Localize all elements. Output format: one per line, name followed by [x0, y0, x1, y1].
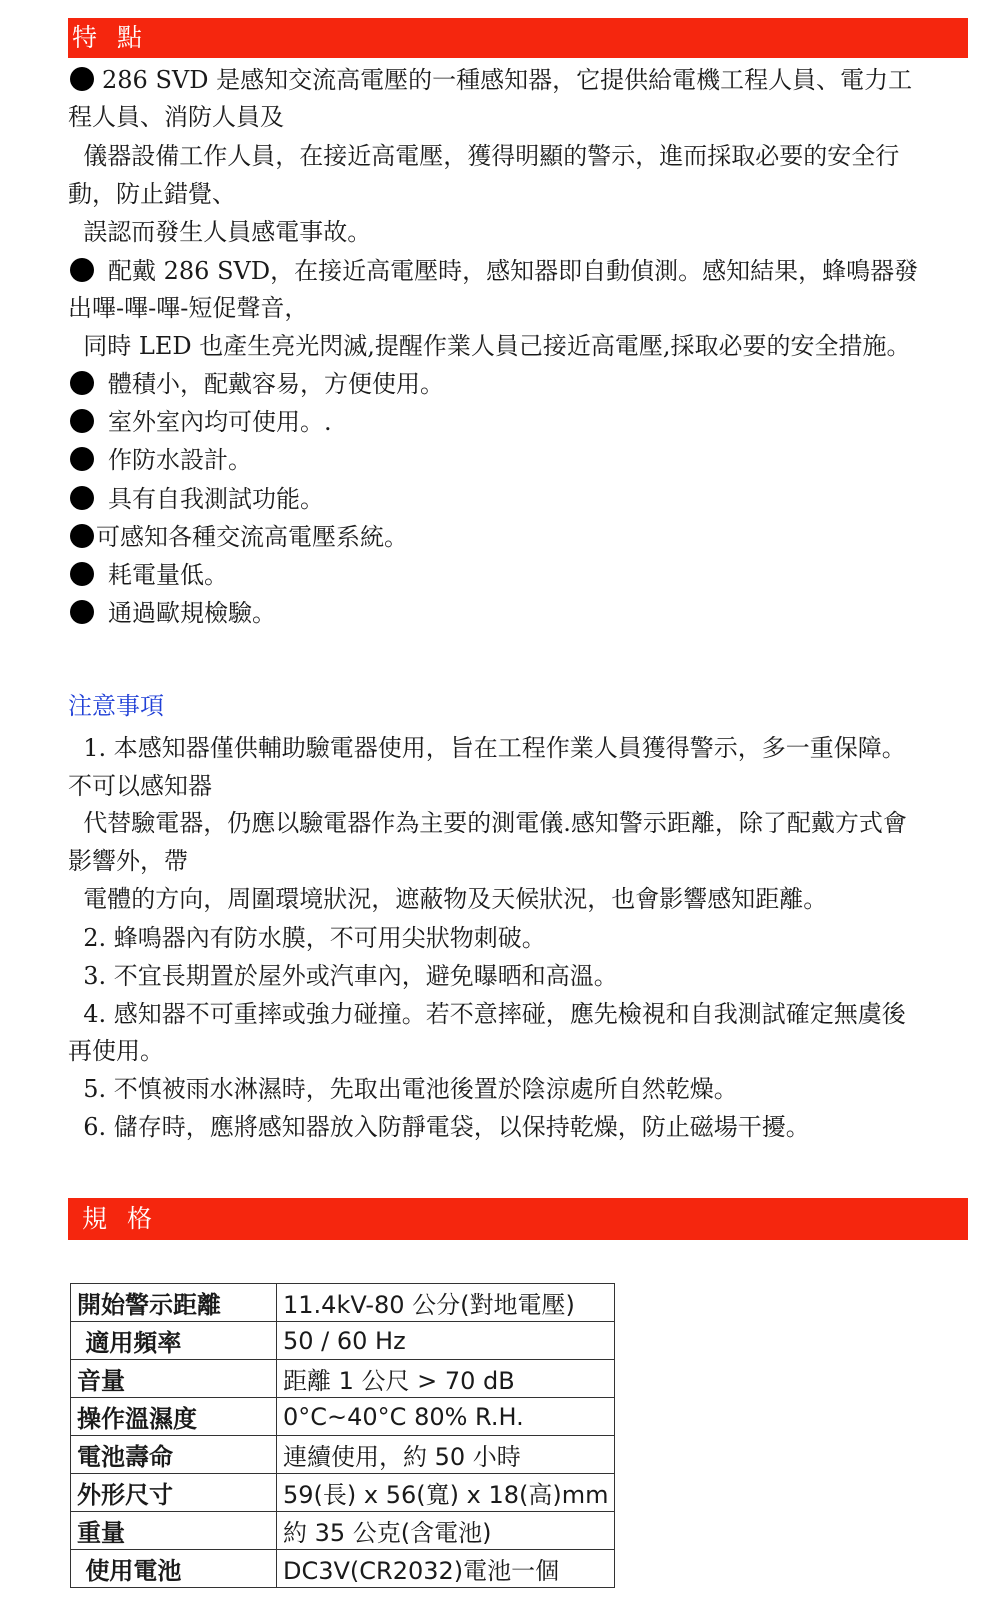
bullet-icon [70, 486, 94, 510]
feature-text: 配戴 286 SVD，在接近高電壓時，感知器即自動偵測。感知結果，蜂鳴器發 [108, 257, 919, 285]
feature-line [68, 444, 252, 476]
note-line: 2. 蜂鳴器內有防水膜，不可用尖狀物刺破。 [68, 924, 546, 952]
spec-value: 50 / 60 Hz [277, 1322, 615, 1360]
spec-label: 外形尺寸 [71, 1474, 277, 1512]
feature-text: 耗電量低。 [108, 561, 228, 589]
feature-text: 作防水設計。 [108, 446, 252, 474]
feature-line [68, 521, 408, 553]
spec-label: 開始警示距離 [71, 1284, 277, 1322]
feature-line [68, 559, 228, 591]
feature-text: 同時 LED 也產生亮光閃滅,提醒作業人員己接近高電壓,採取必要的安全措施。 [68, 332, 911, 360]
note-line: 1. 本感知器僅供輔助驗電器使用，旨在工程作業人員獲得警示，多一重保障。 [68, 734, 906, 762]
feature-line [68, 64, 912, 96]
spec-row [71, 1360, 615, 1398]
bullet-icon [70, 600, 94, 624]
note-line: 電體的方向，周圍環境狀況，遮蔽物及天候狀況，也會影響感知距離。 [68, 885, 828, 913]
note-line: 4. 感知器不可重摔或強力碰撞。若不意摔碰，應先檢視和自我測試確定無虞後 [68, 1000, 906, 1028]
feature-text: 通過歐規檢驗。 [108, 599, 276, 627]
feature-text: 286 SVD 是感知交流高電壓的一種感知器，它提供給電機工程人員、電力工 [102, 66, 913, 94]
bullet-icon [70, 562, 94, 586]
feature-line [68, 330, 910, 362]
features-list [68, 60, 968, 640]
spec-value: 11.4kV-80 公分(對地電壓) [277, 1284, 615, 1322]
spec-row [71, 1550, 615, 1588]
feature-line [68, 368, 444, 400]
spec-row [71, 1512, 615, 1550]
spec-row [71, 1398, 615, 1436]
spec-value: DC3V(CR2032)電池一個 [277, 1550, 615, 1588]
note-line: 影響外，帶 [68, 847, 188, 875]
feature-line [68, 483, 324, 515]
spec-value: 距離 1 公尺 > 70 dB [277, 1360, 615, 1398]
feature-line [68, 292, 308, 324]
features-header: 特 點 [68, 18, 968, 58]
feature-text: 程人員、消防人員及 [68, 103, 284, 131]
spec-row [71, 1284, 615, 1322]
specs-header: 規 格 [68, 1198, 968, 1240]
spec-row [71, 1474, 615, 1512]
feature-text: 誤認而發生人員感電事故。 [68, 218, 372, 246]
spec-row [71, 1322, 615, 1360]
note-line: 代替驗電器，仍應以驗電器作為主要的測電儀.感知警示距離，除了配戴方式會 [68, 809, 907, 837]
note-line: 3. 不宜長期置於屋外或汽車內，避免曝晒和高溫。 [68, 962, 618, 990]
note-line: 5. 不慎被雨水淋濕時，先取出電池後置於陰涼處所自然乾燥。 [68, 1075, 738, 1103]
feature-line [68, 406, 332, 438]
spec-label: 使用電池 [71, 1550, 277, 1588]
note-line: 再使用。 [68, 1037, 164, 1065]
feature-text: 儀器設備工作人員，在接近高電壓，獲得明顯的警示，進而採取必要的安全行 [68, 142, 900, 170]
bullet-icon [70, 67, 94, 91]
feature-text: 可感知各種交流高電壓系統。 [96, 523, 408, 551]
spec-label: 重量 [71, 1512, 277, 1550]
feature-text: 動，防止錯覺、 [68, 180, 236, 208]
spec-row [71, 1436, 615, 1474]
bullet-icon [70, 371, 94, 395]
spec-label: 適用頻率 [71, 1322, 277, 1360]
spec-label: 音量 [71, 1360, 277, 1398]
feature-line [68, 255, 918, 287]
feature-line [68, 597, 276, 629]
bullet-icon [70, 524, 94, 548]
note-line: 6. 儲存時，應將感知器放入防靜電袋，以保持乾燥，防止磁場干擾。 [68, 1113, 810, 1141]
bullet-icon [70, 447, 94, 471]
note-line: 不可以感知器 [68, 772, 212, 800]
notes-title: 注意事項 [68, 692, 164, 720]
feature-line [68, 140, 899, 172]
bullet-icon [70, 258, 94, 282]
feature-text: 體積小，配戴容易，方便使用。 [108, 370, 444, 398]
feature-text: 室外室內均可使用。. [108, 408, 332, 436]
spec-label: 操作溫濕度 [71, 1398, 277, 1436]
feature-line [68, 178, 236, 210]
feature-line [68, 216, 371, 248]
feature-text: 出嗶-嗶-嗶-短促聲音， [68, 294, 309, 322]
feature-line [68, 101, 284, 133]
notes-list [68, 726, 968, 1146]
spec-value: 59(長) x 56(寬) x 18(高)mm [277, 1474, 615, 1512]
spec-value: 0°C~40°C 80% R.H. [277, 1398, 615, 1436]
bullet-icon [70, 409, 94, 433]
spec-value: 連續使用，約 50 小時 [277, 1436, 615, 1474]
specs-table [70, 1283, 615, 1588]
feature-text: 具有自我測試功能。 [108, 485, 324, 513]
spec-label: 電池壽命 [71, 1436, 277, 1474]
spec-value: 約 35 公克(含電池) [277, 1512, 615, 1550]
